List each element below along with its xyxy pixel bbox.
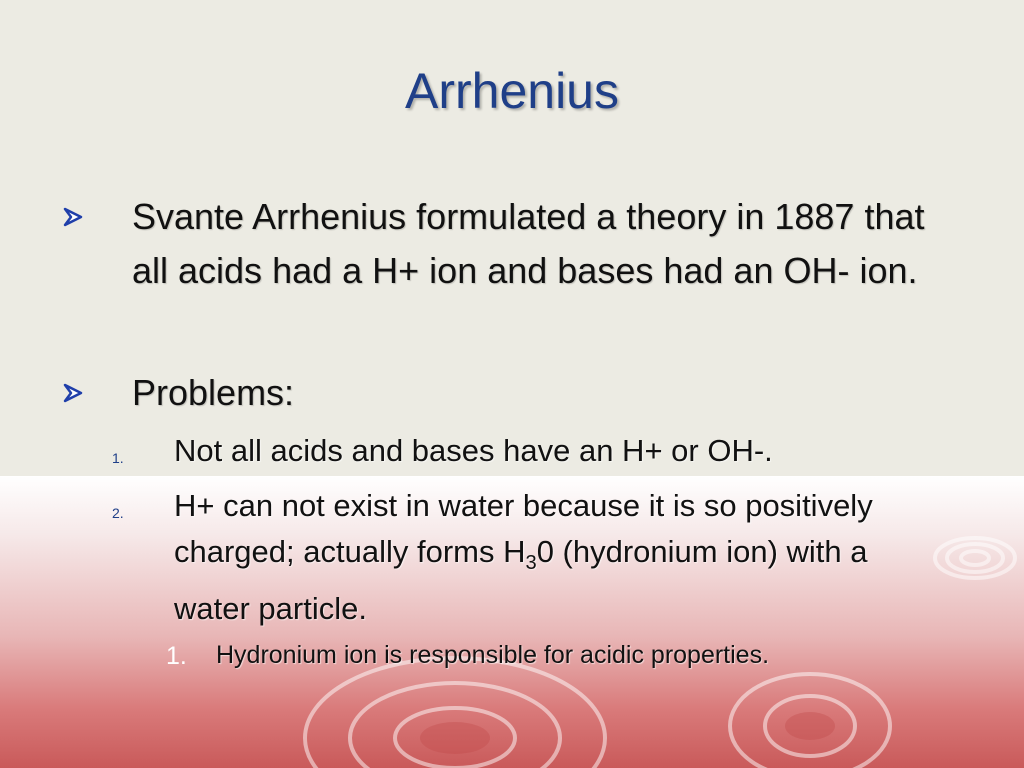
- subpoint-item: Hydronium ion is responsible for acidic properties.: [216, 641, 770, 669]
- problem-item: H+ can not exist in water because it is so positively charged; actually forms $H_30$ (hydronium ion) with a water particle.: [174, 488, 873, 627]
- list-number: 1.: [112, 450, 124, 466]
- problem-item: Not all acids and bases have an H+ or OH-.: [174, 433, 773, 468]
- list-number: 1.: [166, 642, 187, 670]
- bullet-theory: Svante Arrhenius formulated a theory in 1887 that all acids had a H+ ion and bases had an OH- ion.: [132, 196, 925, 291]
- slide-title: Arrhenius: [405, 63, 619, 119]
- arrow-bullet-icon: [62, 206, 84, 228]
- arrow-bullet-icon: [62, 382, 84, 404]
- bullet-problems: Problems:: [132, 372, 295, 413]
- list-number: 2.: [112, 505, 124, 521]
